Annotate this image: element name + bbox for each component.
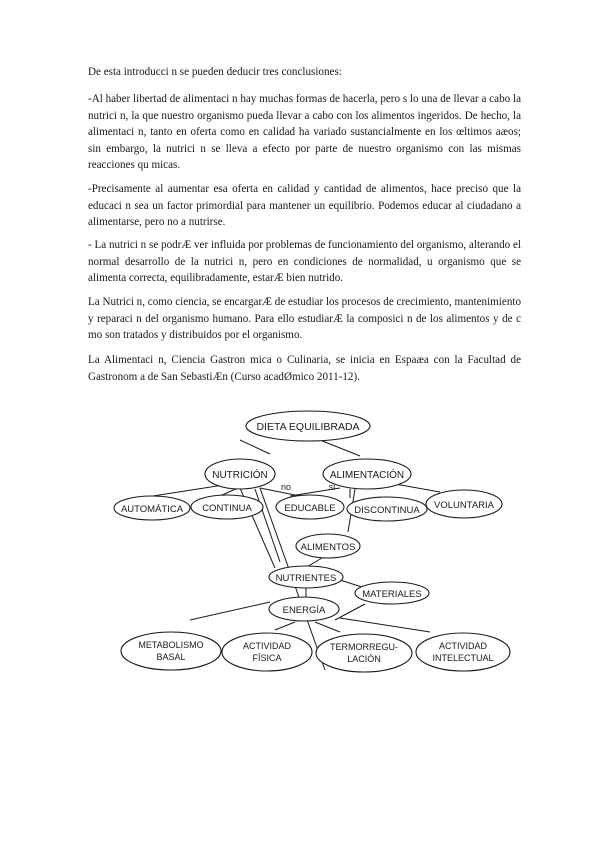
label-materiales: MATERIALES: [362, 589, 422, 600]
node-metabolismo-basal: [121, 632, 221, 670]
label-dieta: DIETA EQUILIBRADA: [256, 421, 360, 433]
label-actividad-fisica-1: ACTIVIDAD: [242, 641, 292, 651]
connector-energia-materiales: [335, 604, 365, 620]
node-termorregulacion: [316, 634, 412, 672]
label-nutricion: NUTRICIÓN: [212, 470, 268, 481]
label-voluntaria: VOLUNTARIA: [433, 500, 495, 511]
label-nutrientes: NUTRIENTES: [275, 573, 337, 584]
alimentation-paragraph: La Alimentaci n, Ciencia Gastron mica o Culinaria, se inicia en Espaæa con la Facultad de Gastronom a de San SebastiÆn (Curso acadØmico 2011-12).: [88, 354, 521, 383]
concept-map-diagram: [110, 402, 520, 684]
label-edge-si: si: [328, 482, 336, 492]
connector-dieta-alimentacion: [320, 440, 360, 456]
label-edge-no: no: [280, 482, 292, 492]
label-automatica: AUTOMÁTICA: [120, 504, 184, 515]
label-actividad-intelectual-1: ACTIVIDAD: [438, 641, 488, 651]
label-discontinua: DISCONTINUA: [354, 505, 420, 516]
label-actividad-intelectual-2: INTELECTUAL: [432, 653, 494, 663]
label-alimentacion: ALIMENTACIÓN: [329, 470, 405, 481]
label-energia: ENERGÍA: [282, 605, 326, 616]
label-educable: EDUCABLE: [284, 503, 336, 514]
conclusion-paragraph-3: - La nutrici n se podrÆ ver influida por problemas de funcionamiento del organismo, alterando el normal desarrollo de la nutrici n, pero en condiciones de normalidad, u organismo que se alimenta correcta, equilibradamente, estarÆ bien nutrido.: [88, 239, 521, 285]
connector-energia-metabolismo: [190, 602, 270, 620]
label-metabolismo-2: BASAL: [156, 652, 186, 662]
connector-energia-fisica: [275, 622, 295, 630]
connector-energia-intelectual: [340, 618, 430, 632]
conclusion-paragraph-1: -Al haber libertad de alimentaci n hay muchas formas de hacerla, pero s lo una de llevar a cabo la nutrici n, la que nuestro organismo pueda llevar a cabo con los alimentos ingeridos. De hecho, la alimentaci n, tanto en oferta como en calidad ha variado sustancialmente en los œltimos aæos; sin embargo, la nutrici n se lleva a efecto por parte de nuestro organismo con las mismas reacciones qu micas.: [88, 93, 521, 172]
intro-paragraph: De esta introducci n se pueden deducir tres conclusiones:: [88, 66, 342, 78]
label-alimentos: ALIMENTOS: [300, 542, 356, 553]
label-actividad-fisica-2: FÍSICA: [252, 653, 282, 663]
connector-dieta-nutricion: [240, 440, 270, 454]
diagram-labels: [121, 421, 495, 664]
connector-energia-termo: [315, 622, 340, 632]
nutrition-paragraph: La Nutrici n, como ciencia, se encargarÆ de estudiar los procesos de crecimiento, mantenimiento y reparaci n del organismo humano. Para ello estudiarÆ la composici n de los alimentos y de c mo son tratados y distribuidos por el organismo.: [88, 296, 521, 342]
label-continua: CONTINUA: [202, 503, 252, 514]
node-actividad-fisica: [222, 633, 312, 671]
label-termo-2: LACIÓN: [347, 654, 381, 664]
label-metabolismo-1: METABOLISMO: [138, 640, 204, 650]
label-termo-1: TERMORREGU-: [330, 642, 398, 652]
node-actividad-intelectual: [416, 633, 510, 671]
connector-alimentacion-voluntaria: [395, 484, 440, 492]
conclusion-paragraph-2: -Precisamente al aumentar esa oferta en calidad y cantidad de alimentos, hace preciso que la educaci n sea un factor primordial para mantener un equilibrio. Podemos educar al ciudadano a alimentarse, pero no a nutrirse.: [88, 183, 521, 229]
